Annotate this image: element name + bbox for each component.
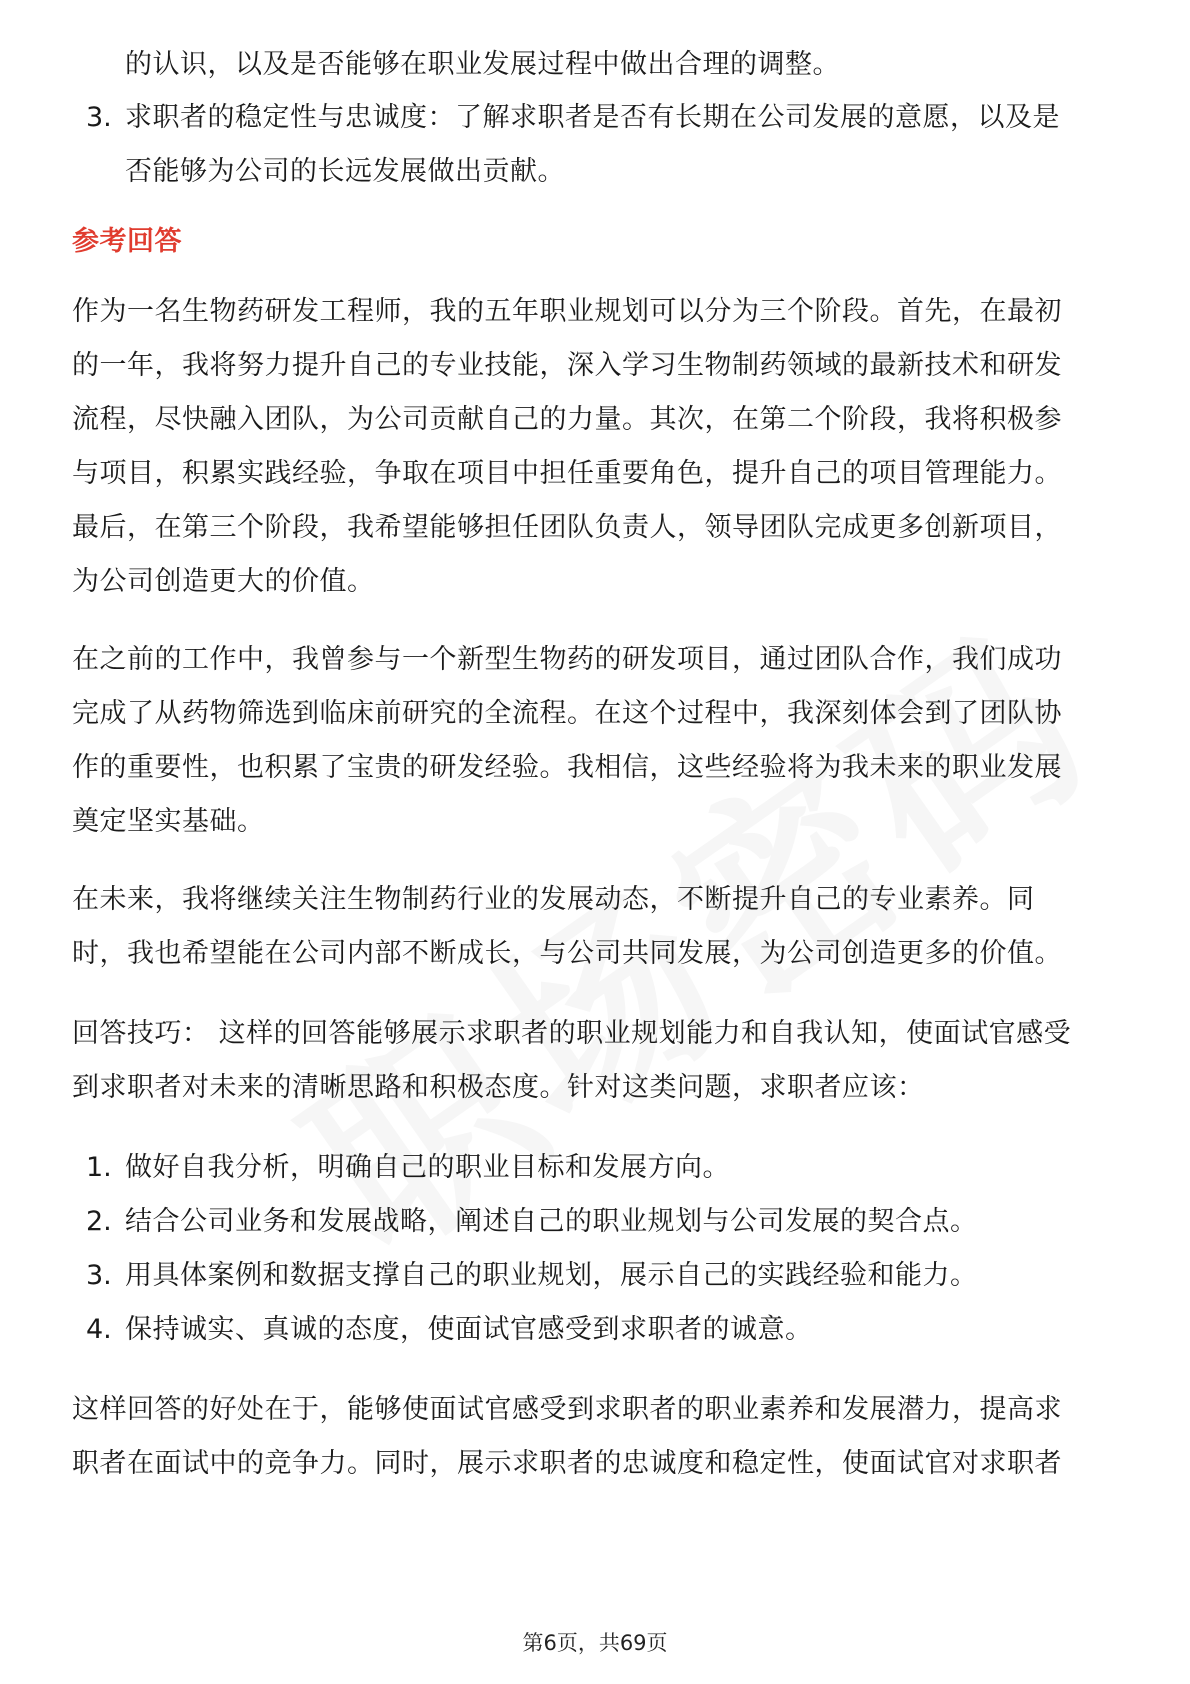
list-number: 2. (86, 1206, 112, 1237)
section-heading: 参考回答 (72, 226, 182, 257)
paragraph-line: 时，我也希望能在公司内部不断成长，与公司共同发展，为公司创造更多的价值。 (72, 938, 1062, 969)
list-item-line: 否能够为公司的长远发展做出贡献。 (125, 156, 565, 187)
intro-line: 的认识，以及是否能够在职业发展过程中做出合理的调整。 (125, 49, 840, 80)
paragraph-line: 这样回答的好处在于，能够使面试官感受到求职者的职业素养和发展潜力，提高求 (72, 1394, 1062, 1425)
paragraph-line: 与项目，积累实践经验，争取在项目中担任重要角色，提升自己的项目管理能力。 (72, 458, 1062, 489)
paragraph-line: 职者在面试中的竞争力。同时，展示求职者的忠诚度和稳定性，使面试官对求职者 (72, 1448, 1062, 1479)
list-item-line: 做好自我分析，明确自己的职业目标和发展方向。 (125, 1152, 730, 1183)
paragraph-line: 作为一名生物药研发工程师，我的五年职业规划可以分为三个阶段。首先，在最初 (72, 296, 1062, 327)
paragraph-line: 在之前的工作中，我曾参与一个新型生物药的研发项目，通过团队合作，我们成功 (72, 644, 1062, 675)
paragraph-line: 为公司创造更大的价值。 (72, 566, 375, 597)
list-item-line: 求职者的稳定性与忠诚度：了解求职者是否有长期在公司发展的意愿，以及是 (125, 102, 1060, 133)
paragraph-line: 完成了从药物筛选到临床前研究的全流程。在这个过程中，我深刻体会到了团队协 (72, 698, 1062, 729)
list-item-line: 用具体案例和数据支撑自己的职业规划，展示自己的实践经验和能力。 (125, 1260, 978, 1291)
list-item-line: 保持诚实、真诚的态度，使面试官感受到求职者的诚意。 (125, 1314, 813, 1345)
list-number: 3. (86, 102, 112, 133)
list-item-line: 结合公司业务和发展战略，阐述自己的职业规划与公司发展的契合点。 (125, 1206, 978, 1237)
page-number-footer: 第6页，共69页 (522, 1631, 668, 1655)
paragraph-line: 流程，尽快融入团队，为公司贡献自己的力量。其次，在第二个阶段，我将积极参 (72, 404, 1062, 435)
list-number: 4. (86, 1314, 112, 1345)
paragraph-line: 作的重要性，也积累了宝贵的研发经验。我相信，这些经验将为我未来的职业发展 (72, 752, 1062, 783)
paragraph-line: 的一年，我将努力提升自己的专业技能，深入学习生物制药领域的最新技术和研发 (72, 350, 1062, 381)
paragraph-line: 奠定坚实基础。 (72, 806, 265, 837)
paragraph-line: 在未来，我将继续关注生物制药行业的发展动态，不断提升自己的专业素养。同 (72, 884, 1035, 915)
list-number: 1. (86, 1152, 112, 1183)
paragraph-line: 最后，在第三个阶段，我希望能够担任团队负责人，领导团队完成更多创新项目， (72, 512, 1062, 543)
tips-line: 回答技巧： 这样的回答能够展示求职者的职业规划能力和自我认知，使面试官感受 (72, 1018, 1072, 1049)
tips-line: 到求职者对未来的清晰思路和积极态度。针对这类问题，求职者应该： (72, 1072, 925, 1103)
list-number: 3. (86, 1260, 112, 1291)
